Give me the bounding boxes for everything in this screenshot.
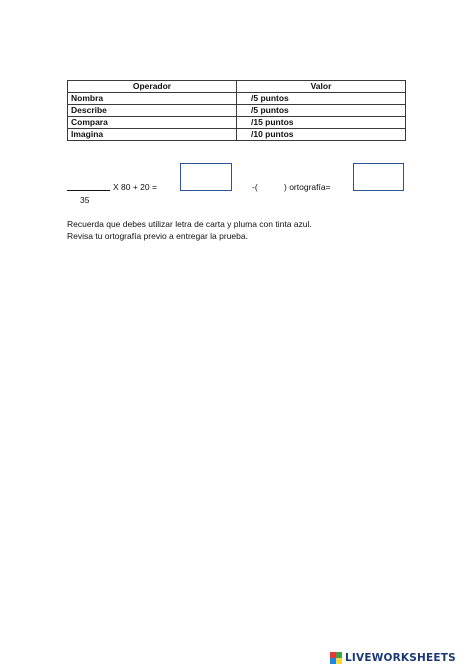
table-row [68,93,406,105]
operator-cell: Describe [68,105,237,117]
operator-cell: Nombra [68,93,237,105]
table-header-row [68,81,406,93]
instructions [67,218,312,242]
table-row [68,105,406,117]
value-cell: /10 puntos [237,129,406,141]
minus-paren-text: -( [252,182,258,192]
ortografia-label: ) ortografía= [284,182,331,192]
value-cell: /5 puntos [237,93,406,105]
logo-text: LIVEWORKSHEETS [345,652,456,664]
value-cell: /15 puntos [237,117,406,129]
result-answer-box[interactable] [180,163,232,191]
score-blank-input[interactable] [67,190,110,191]
liveworksheets-logo [330,651,456,665]
operator-cell: Compara [68,117,237,129]
liveworksheets-logo-icon [330,652,342,664]
instruction-line-1: Recuerda que debes utilizar letra de carta y pluma con tinta azul. [67,219,312,229]
formula-multiplier-text: X 80 + 20 = [113,182,157,192]
instruction-line-2: Revisa tu ortografía previo a entregar la prueba. [67,231,248,241]
operator-cell: Imagina [68,129,237,141]
final-answer-box[interactable] [353,163,404,191]
score-table [67,80,406,141]
table-row [68,129,406,141]
denominator-text: 35 [80,195,90,205]
table-row [68,117,406,129]
value-cell: /5 puntos [237,105,406,117]
header-valor: Valor [237,81,406,93]
header-operador: Operador [68,81,237,93]
